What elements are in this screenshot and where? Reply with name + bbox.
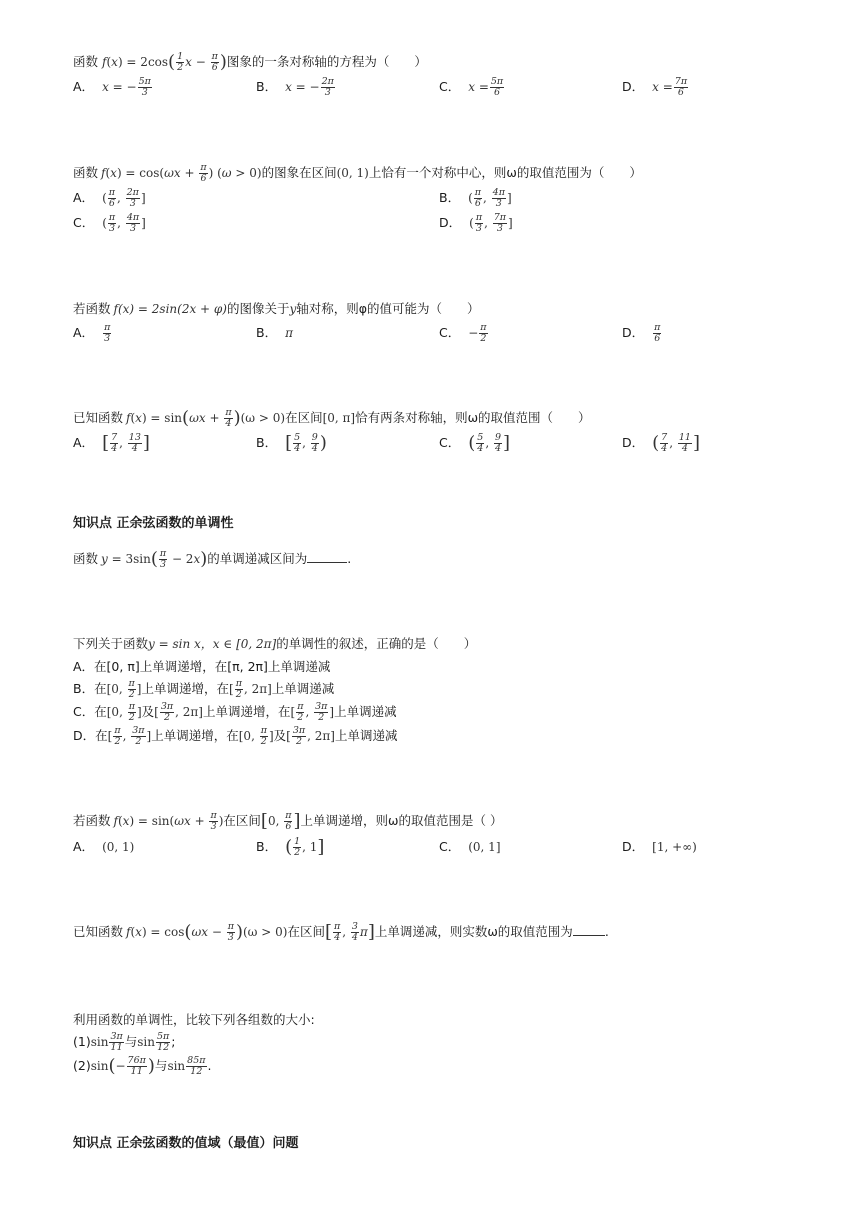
q4-option-d[interactable]: D． ( $\frac{7}{4}$ , $\frac{11}{4}$ ]: [622, 432, 700, 454]
q9-part-1: (1)sin $\frac{3\pi}{11}$ 与sin $\frac{5\pi}{12}$ ;: [73, 1031, 176, 1053]
question-8-stem: 已知函数 f(x) = cos(ωx − $\frac{\pi}{3}$ )(ω > 0)在区间[ $\frac{\pi}{4}$ , $\frac{3}{4}$ π]上单调递减，则实数ω的取值范围为 .: [73, 921, 609, 943]
section-heading-monotonicity: 知识点 正余弦函数的单调性: [73, 516, 234, 531]
q2-option-b[interactable]: B． ( $\frac{\pi}{6}$ , $\frac{4\pi}{3}$ ]: [439, 187, 512, 209]
q1-post: 图象的一条对称轴的方程为（ ）: [226, 54, 427, 69]
q4-option-b[interactable]: B． [ $\frac{5}{4}$ , $\frac{9}{4}$ ): [256, 432, 327, 454]
answer-blank[interactable]: [573, 921, 605, 936]
question-9-intro: 利用函数的单调性，比较下列各组数的大小:: [73, 1012, 315, 1027]
q7-option-d[interactable]: D． [1, +∞): [622, 839, 697, 854]
q2-option-d[interactable]: D． ( $\frac{\pi}{3}$ , $\frac{7\pi}{3}$ ]: [439, 212, 513, 234]
q4-option-c[interactable]: C． ( $\frac{5}{4}$ , $\frac{9}{4}$ ]: [439, 432, 511, 454]
question-1-stem: 函数 f(x) = 2cos( $\frac{1}{2}$ x − $\frac{\pi}{6}$ )图象的一条对称轴的方程为（ ）: [73, 51, 427, 73]
question-1: [73, 50, 833, 98]
question-2: [73, 161, 833, 234]
question-2-stem: 函数 f(x) = cos(ωx + $\frac{\pi}{6}$ ) (ω > 0)的图象在区间(0, 1)上恰有一个对称中心，则ω的取值范围为（ ）: [73, 162, 642, 184]
q6-option-d[interactable]: D．在[ $\frac{\pi}{2}$ , $\frac{3\pi}{2}$ ]上单调递增，在[0, $\frac{\pi}{2}$ ]及[ $\frac{3\pi}{2}$ , 2π]上单调递减: [73, 725, 398, 747]
q1-option-c[interactable]: C． x = $\frac{5\pi}{6}$: [439, 76, 504, 98]
q6-option-c[interactable]: C．在[0, $\frac{\pi}{2}$ ]及[ $\frac{3\pi}{2}$ , 2π]上单调递增，在[ $\frac{\pi}{2}$ , $\frac{3\pi}{2}$ ]上单调递减: [73, 701, 397, 723]
q1-pre: 函数: [73, 54, 99, 69]
question-4: [73, 406, 833, 454]
q3-option-c[interactable]: C． − $\frac{\pi}{2}$: [439, 322, 487, 344]
q9-part-2: (2)sin(− $\frac{76\pi}{11}$ )与sin $\frac{85\pi}{12}$ .: [73, 1055, 212, 1077]
q7-option-b[interactable]: B． ( $\frac{1}{2}$ , 1]: [256, 836, 325, 858]
q3-option-d[interactable]: D． $\frac{\pi}{6}$: [622, 322, 661, 344]
q1-option-d[interactable]: D． x = $\frac{7\pi}{6}$: [622, 76, 688, 98]
q4-option-a[interactable]: A． [ $\frac{7}{4}$ , $\frac{13}{4}$ ]: [73, 432, 150, 454]
question-6-stem: 下列关于函数y = sin x，x ∈ [0, 2π]的单调性的叙述，正确的是（ ）: [73, 636, 477, 651]
question-7-stem: 若函数 f(x) = sin(ωx + $\frac{\pi}{3}$ )在区间[0, $\frac{\pi}{6}$ ]上单调递增，则ω的取值范围是（ ）: [73, 810, 503, 832]
q1-option-a[interactable]: A． x = − $\frac{5\pi}{3}$: [73, 76, 151, 98]
question-4-stem: 已知函数 f(x) = sin(ωx + $\frac{\pi}{4}$ )(ω > 0)在区间[0, π]恰有两条对称轴，则ω的取值范围（ ）: [73, 407, 591, 429]
question-7: [73, 809, 833, 858]
q3-option-b[interactable]: B． π: [256, 325, 293, 340]
section-heading-range: 知识点 正余弦函数的值域（最值）问题: [73, 1136, 299, 1151]
question-3-stem: 若函数 f(x) = 2sin(2x + φ)的图像关于y轴对称，则φ的值可能为（ ）: [73, 301, 480, 316]
q2-option-a[interactable]: A． ( $\frac{\pi}{6}$ , $\frac{2\pi}{3}$ ]: [73, 187, 146, 209]
q2-option-c[interactable]: C． ( $\frac{\pi}{3}$ , $\frac{4\pi}{3}$ ]: [73, 212, 146, 234]
question-9: [73, 1008, 833, 1077]
q7-option-c[interactable]: C． (0, 1]: [439, 839, 501, 854]
question-8: [73, 920, 833, 944]
answer-blank[interactable]: [307, 548, 347, 563]
question-6: [73, 632, 833, 747]
q6-option-a[interactable]: A．在[0, π]上单调递增，在[π, 2π]上单调递减: [73, 659, 331, 674]
q7-option-a[interactable]: A． (0, 1): [73, 839, 135, 854]
q3-option-a[interactable]: A． $\frac{\pi}{3}$: [73, 322, 111, 344]
question-5-stem: 函数 y = 3sin( $\frac{\pi}{3}$ − 2x)的单调递减区间为 .: [73, 548, 352, 570]
q1-option-b[interactable]: B． x = − $\frac{2\pi}{3}$: [256, 76, 334, 98]
question-3: [73, 297, 833, 344]
q6-option-b[interactable]: B．在[0, $\frac{\pi}{2}$ ]上单调递增，在[ $\frac{\pi}{2}$ , 2π]上单调递减: [73, 678, 335, 700]
question-5: [73, 547, 833, 571]
